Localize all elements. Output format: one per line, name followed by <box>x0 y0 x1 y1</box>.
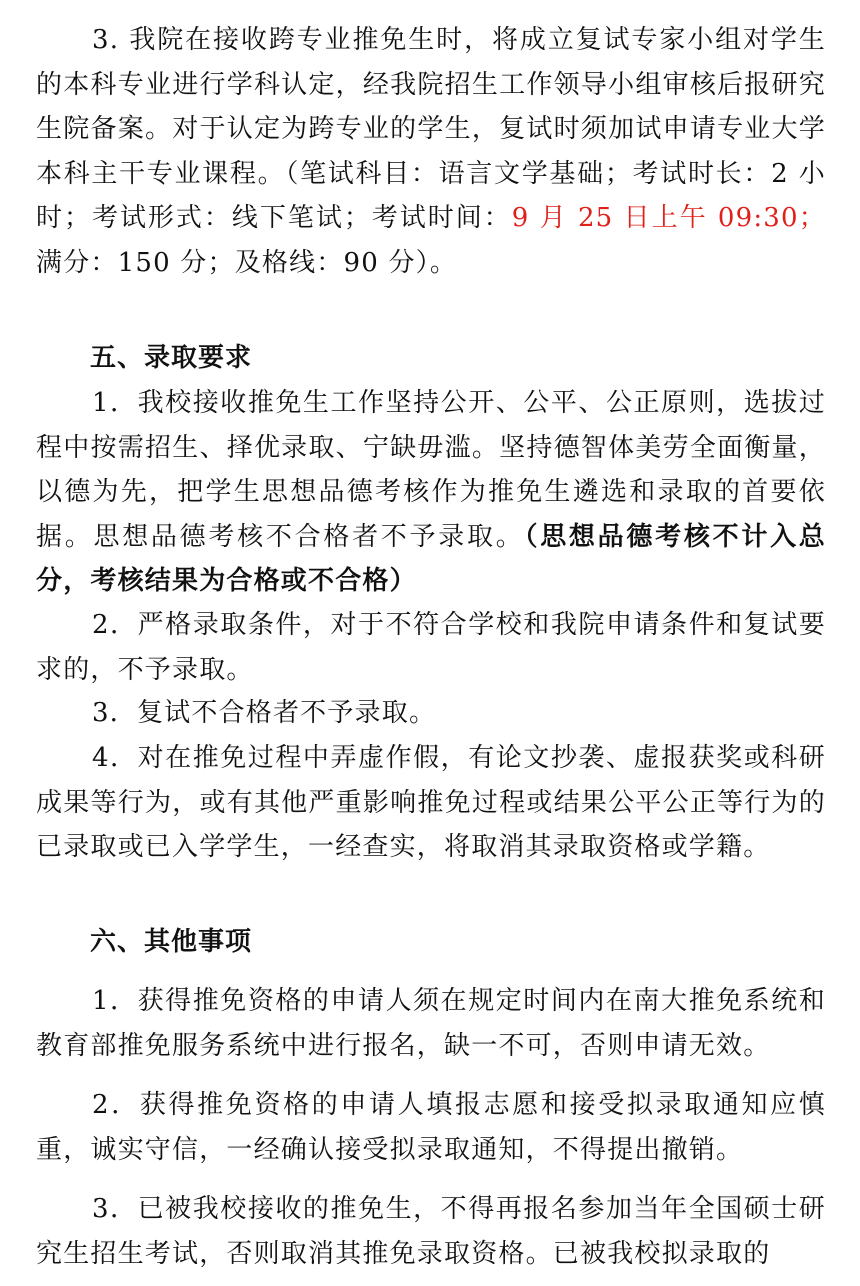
section5-item1-text: 1．我校接收推免生工作坚持公开、公平、公正原则，选拔过程中按需招生、择优录取、宁缺毋滥。坚持德智体美劳全面衡量，以德为先，把学生思想品德考核作为推免生遴选和录取的首要依据。思想品德考核不合格者不予录取。 <box>36 388 826 552</box>
section6-heading: 六、其他事项 <box>90 927 253 957</box>
section4-item3-text-a: 3. 我院在接收跨专业推免生时，将成立复试专家小组对学生的本科专业进行学科认定，经我院招生工作领导小组审核后报研究生院备案。对于认定为跨专业的学生，复试时须加试申请专业大学本科主干专业课程。（笔试科目：语言文学基础；考试时长：2 小时；考试形式：线下笔试；考试时间： <box>36 25 826 233</box>
section6-item3-paragraph: 3．已被我校接收的推免生，不得再报名参加当年全国硕士研究生招生考试，否则取消其推免录取资格。已被我校拟录取的 <box>36 1194 826 1269</box>
exam-time-highlight: 9 月 25 日上午 09:30； <box>511 203 826 233</box>
section5-item4-paragraph: 4．对在推免过程中弄虚作假，有论文抄袭、虚报获奖或科研成果等行为，或有其他严重影响推免过程或结果公平公正等行为的已录取或已入学学生，一经查实，将取消其录取资格或学籍。 <box>36 743 826 862</box>
section5-item1-bold-note: （思想品德考核不计入总分，考核结果为合格或不合格） <box>36 521 826 596</box>
section5-item1-paragraph <box>36 381 826 604</box>
section5-item3-paragraph: 3．复试不合格者不予录取。 <box>92 698 437 728</box>
section6-item1-paragraph: 1．获得推免资格的申请人须在规定时间内在南大推免系统和教育部推免服务系统中进行报名，缺一不可，否则申请无效。 <box>36 986 826 1061</box>
section6-item2-paragraph: 2．获得推免资格的申请人填报志愿和接受拟录取通知应慎重，诚实守信，一经确认接受拟录取通知，不得提出撤销。 <box>36 1090 826 1165</box>
section4-item3-paragraph <box>36 18 826 285</box>
section5-heading: 五、录取要求 <box>90 343 253 373</box>
section5-item2-paragraph: 2．严格录取条件，对于不符合学校和我院申请条件和复试要求的，不予录取。 <box>36 610 826 685</box>
section4-item3-text-b: 满分：150 分；及格线：90 分）。 <box>36 247 458 278</box>
